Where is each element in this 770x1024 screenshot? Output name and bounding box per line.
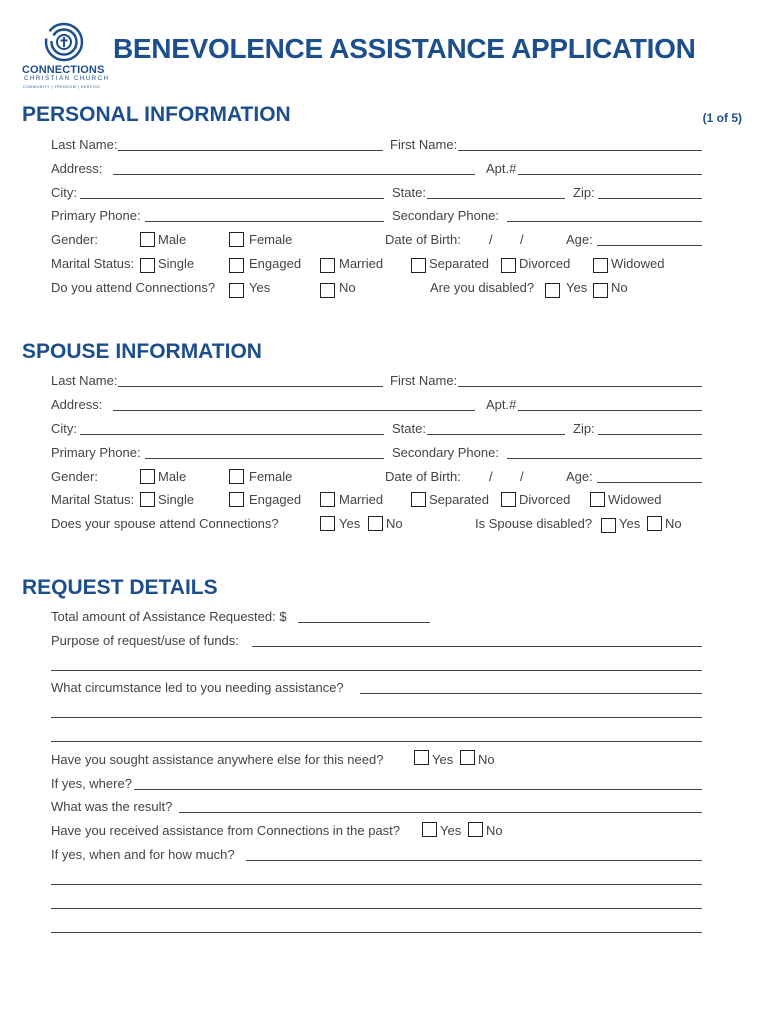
sought-yes-checkbox[interactable] — [414, 750, 429, 765]
dob-slash: / — [489, 232, 493, 247]
secondary-phone-label: Secondary Phone: — [392, 208, 499, 223]
age-label: Age: — [566, 232, 593, 247]
divorced-checkbox[interactable] — [501, 258, 516, 273]
spouse-zip-label: Zip: — [573, 421, 595, 436]
separated-label: Separated — [429, 256, 489, 271]
spouse-zip-field[interactable] — [598, 434, 702, 435]
attend-yes-label: Yes — [249, 280, 271, 295]
spouse-female-checkbox[interactable] — [229, 469, 244, 484]
female-label: Female — [249, 232, 293, 247]
spouse-primary-phone-field[interactable] — [145, 458, 384, 459]
spouse-attend-yes-checkbox[interactable] — [320, 516, 335, 531]
page-title: BENEVOLENCE ASSISTANCE APPLICATION — [113, 33, 696, 64]
spouse-dob-slash: / — [489, 469, 493, 484]
zip-field[interactable] — [598, 198, 702, 199]
purpose-label: Purpose of request/use of funds: — [51, 633, 239, 648]
last-name-label: Last Name: — [51, 137, 118, 152]
spouse-dob-label: Date of Birth: — [385, 469, 461, 484]
married-label: Married — [339, 256, 384, 271]
sought-no-label: No — [478, 752, 495, 767]
circumstance-field-line[interactable] — [51, 717, 702, 718]
spouse-divorced-checkbox[interactable] — [501, 492, 516, 507]
secondary-phone-field[interactable] — [507, 221, 702, 222]
spouse-disabled-label: Is Spouse disabled? — [475, 516, 593, 531]
section-heading-spouse: SPOUSE INFORMATION — [22, 340, 262, 363]
spouse-age-field[interactable] — [597, 482, 702, 483]
disabled-yes-checkbox[interactable] — [545, 283, 560, 298]
attend-label: Do you attend Connections? — [51, 280, 216, 295]
separated-checkbox[interactable] — [411, 258, 426, 273]
spouse-address-label: Address: — [51, 397, 103, 412]
where-label: If yes, where? — [51, 776, 132, 791]
spouse-state-field[interactable] — [427, 434, 565, 435]
logo-cross-icon — [44, 22, 84, 62]
received-label: Have you received assistance from Connections in the past? — [51, 823, 401, 838]
male-label: Male — [158, 232, 187, 247]
spouse-first-name-label: First Name: — [390, 373, 458, 388]
widowed-label: Widowed — [611, 256, 665, 271]
total-amount-field[interactable] — [298, 622, 430, 623]
spouse-dob-slash: / — [520, 469, 524, 484]
city-label: City: — [51, 185, 77, 200]
when-field-line[interactable] — [51, 908, 702, 909]
section-heading-request: REQUEST DETAILS — [22, 576, 218, 599]
when-field-line[interactable] — [51, 932, 702, 933]
gender-label: Gender: — [51, 232, 98, 247]
attend-no-label: No — [339, 280, 356, 295]
attend-no-checkbox[interactable] — [320, 283, 335, 298]
spouse-first-name-field[interactable] — [458, 386, 702, 387]
disabled-no-label: No — [611, 280, 628, 295]
spouse-address-field[interactable] — [113, 410, 475, 411]
logo-name: CONNECTIONS — [22, 64, 105, 76]
received-yes-label: Yes — [440, 823, 462, 838]
spouse-last-name-field[interactable] — [118, 386, 383, 387]
engaged-label: Engaged — [249, 256, 302, 271]
dob-slash: / — [520, 232, 524, 247]
circumstance-label: What circumstance led to you needing assistance? — [51, 680, 344, 695]
spouse-engaged-label: Engaged — [249, 492, 302, 507]
female-checkbox[interactable] — [229, 232, 244, 247]
received-no-label: No — [486, 823, 503, 838]
logo-subtitle: CHRISTIAN CHURCH — [24, 76, 110, 82]
apt-field[interactable] — [518, 174, 702, 175]
primary-phone-field[interactable] — [145, 221, 384, 222]
spouse-single-label: Single — [158, 492, 195, 507]
male-checkbox[interactable] — [140, 232, 155, 247]
result-label: What was the result? — [51, 799, 173, 814]
spouse-separated-checkbox[interactable] — [411, 492, 426, 507]
spouse-single-checkbox[interactable] — [140, 492, 155, 507]
disabled-yes-label: Yes — [566, 280, 588, 295]
result-field[interactable] — [179, 812, 702, 813]
apt-label: Apt.# — [486, 161, 517, 176]
age-field[interactable] — [597, 245, 702, 246]
received-yes-checkbox[interactable] — [422, 822, 437, 837]
spouse-secondary-phone-label: Secondary Phone: — [392, 445, 499, 460]
spouse-female-label: Female — [249, 469, 293, 484]
spouse-marital-status-label: Marital Status: — [51, 492, 135, 507]
spouse-attend-yes-label: Yes — [339, 516, 361, 531]
received-no-checkbox[interactable] — [468, 822, 483, 837]
divorced-label: Divorced — [519, 256, 571, 271]
dob-label: Date of Birth: — [385, 232, 461, 247]
page-indicator: (1 of 5) — [702, 111, 742, 125]
church-logo — [44, 22, 84, 62]
when-field-line[interactable] — [51, 884, 702, 885]
section-heading-personal: PERSONAL INFORMATION — [22, 103, 291, 126]
logo-tagline: COMMUNITY | FREEDOM | SERVICE — [23, 85, 101, 89]
address-field[interactable] — [113, 174, 475, 175]
spouse-attend-no-checkbox[interactable] — [368, 516, 383, 531]
spouse-age-label: Age: — [566, 469, 593, 484]
spouse-married-label: Married — [339, 492, 384, 507]
married-checkbox[interactable] — [320, 258, 335, 273]
state-label: State: — [392, 185, 426, 200]
spouse-last-name-label: Last Name: — [51, 373, 118, 388]
city-field[interactable] — [80, 198, 384, 199]
spouse-apt-field[interactable] — [518, 410, 702, 411]
engaged-checkbox[interactable] — [229, 258, 244, 273]
spouse-married-checkbox[interactable] — [320, 492, 335, 507]
spouse-city-label: City: — [51, 421, 77, 436]
sought-label: Have you sought assistance anywhere else for this need? — [51, 752, 384, 767]
marital-status-label: Marital Status: — [51, 256, 135, 271]
sought-yes-label: Yes — [432, 752, 454, 767]
sought-no-checkbox[interactable] — [460, 750, 475, 765]
last-name-field[interactable] — [118, 150, 383, 151]
spouse-gender-label: Gender: — [51, 469, 98, 484]
spouse-apt-label: Apt.# — [486, 397, 517, 412]
circumstance-field[interactable] — [360, 693, 702, 694]
spouse-separated-label: Separated — [429, 492, 489, 507]
primary-phone-label: Primary Phone: — [51, 208, 141, 223]
widowed-checkbox[interactable] — [593, 258, 608, 273]
zip-label: Zip: — [573, 185, 595, 200]
purpose-field-line[interactable] — [51, 670, 702, 671]
disabled-label: Are you disabled? — [430, 280, 535, 295]
spouse-divorced-label: Divorced — [519, 492, 571, 507]
first-name-field[interactable] — [458, 150, 702, 151]
spouse-male-label: Male — [158, 469, 187, 484]
purpose-field[interactable] — [252, 646, 702, 647]
spouse-disabled-no-label: No — [665, 516, 682, 531]
spouse-attend-no-label: No — [386, 516, 403, 531]
attend-yes-checkbox[interactable] — [229, 283, 244, 298]
state-field[interactable] — [427, 198, 565, 199]
first-name-label: First Name: — [390, 137, 458, 152]
total-amount-label: Total amount of Assistance Requested: $ — [51, 609, 287, 624]
spouse-secondary-phone-field[interactable] — [507, 458, 702, 459]
single-label: Single — [158, 256, 195, 271]
circumstance-field-line[interactable] — [51, 741, 702, 742]
when-label: If yes, when and for how much? — [51, 847, 235, 862]
address-label: Address: — [51, 161, 103, 176]
spouse-city-field[interactable] — [80, 434, 384, 435]
disabled-no-checkbox[interactable] — [593, 283, 608, 298]
spouse-primary-phone-label: Primary Phone: — [51, 445, 141, 460]
spouse-male-checkbox[interactable] — [140, 469, 155, 484]
spouse-attend-label: Does your spouse attend Connections? — [51, 516, 279, 531]
spouse-widowed-checkbox[interactable] — [590, 492, 605, 507]
single-checkbox[interactable] — [140, 258, 155, 273]
where-field[interactable] — [134, 789, 702, 790]
spouse-widowed-label: Widowed — [608, 492, 662, 507]
spouse-disabled-yes-label: Yes — [619, 516, 641, 531]
when-field[interactable] — [246, 860, 702, 861]
spouse-disabled-yes-checkbox[interactable] — [601, 518, 616, 533]
spouse-state-label: State: — [392, 421, 426, 436]
spouse-engaged-checkbox[interactable] — [229, 492, 244, 507]
spouse-disabled-no-checkbox[interactable] — [647, 516, 662, 531]
